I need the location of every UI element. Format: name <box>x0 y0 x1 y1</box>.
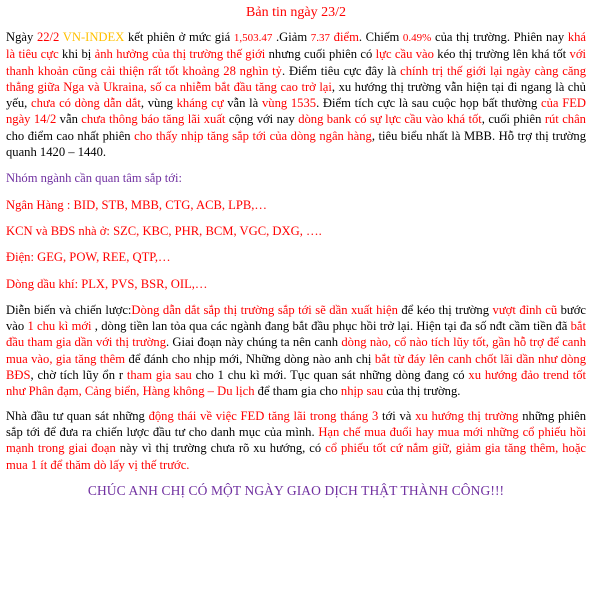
text-run: này vì thị trường chưa rõ xu hướng, có <box>115 441 326 456</box>
text-run: bắt đầu tham gia dần với thị trường <box>6 319 586 350</box>
text-run: 22/2 <box>36 30 60 44</box>
text-run: Nhà đầu tư quan sát những <box>6 408 149 423</box>
text-run: động thái về việc FED tăng lãi trong tháng 3 <box>148 408 379 423</box>
text-run: chưa thông báo tăng lãi xuất <box>81 112 226 127</box>
text-run: nhịp sau <box>340 384 384 399</box>
text-run: với thanh khoản cũng cải thiện rất tốt khoảng 28 nghìn tỷ <box>6 47 587 78</box>
text-run: 1 chu kì mới <box>27 319 92 334</box>
sector-item-industrial-real-estate <box>6 223 586 239</box>
text-run: , chờ tích lũy ổn r <box>30 368 127 383</box>
text-run: , tiêu biểu nhất là MBB. Hỗ trợ thị trường quanh 1420 – 1440. <box>6 128 586 160</box>
text-run: Hạn chế mua đuổi hay mua mới những cổ phiếu hồi mạnh trong giai đoạn <box>6 424 586 456</box>
text-run: Dòng dẫn dắt sắp thị trường sắp tới sẽ dần xuất hiện <box>131 302 398 317</box>
strategy-paragraph <box>6 302 586 400</box>
text-run: lực cầu vào <box>375 47 434 62</box>
page-title: Bản tin ngày 23/2 <box>246 5 346 20</box>
sector-tickers: : PLX, PVS, BSR, OIL,… <box>74 276 208 291</box>
sector-item-power <box>6 249 586 265</box>
text-run: vẫn là <box>223 96 262 111</box>
text-run: , cuối phiên <box>481 112 545 127</box>
text-run: để kéo thị trường <box>397 302 493 317</box>
sector-tickers: : BID, STB, MBB, CTG, ACB, LPB,… <box>63 197 268 212</box>
text-run: , xu hướng thị trường vẫn hiện tại đi ngang là chủ yếu, <box>6 79 586 111</box>
market-summary-paragraph <box>6 29 586 160</box>
text-run: , dòng tiền lan tỏa qua các ngành đang bắt đầu phục hồi trở lại. Hiện tại đa số nđt cầm tiền đã <box>91 319 571 334</box>
text-run: . Điểm tích cực là sau cuộc họp bất thường <box>316 96 542 111</box>
text-run: những phiên sắp tới để đưa ra chiến lược đầu tư cho danh mục của mình. <box>6 408 586 439</box>
text-run: tham gia sau <box>126 368 192 383</box>
closing-message: CHÚC ANH CHỊ CÓ MỘT NGÀY GIAO DỊCH THẬT THÀNH CÔNG!!! <box>87 482 505 498</box>
text-run: VN-INDEX <box>59 30 125 44</box>
sector-tickers: : GEG, POW, REE, QTP,… <box>30 250 171 265</box>
text-run: cổ phiếu tốt cứ nắm giữ, giảm gia tăng thêm, hoặc mua 1 ít để thăm dò lấy vị thế trước. <box>6 441 586 472</box>
text-run: rút chân <box>544 112 586 127</box>
text-run: Diễn biến và chiến lược: <box>6 302 132 317</box>
text-run: chính trị thế giới lại ngày càng căng thẳng giữa Nga và Ukraina, số ca nhiễm bắt đầu tăng cao trở lại <box>6 63 587 94</box>
sector-label: Điện <box>6 250 31 265</box>
text-run: để đánh cho nhịp mới, Những dòng nào anh chị <box>125 351 375 366</box>
text-run: xu hướng đảo trend tốt như Phân đạm, Cảng biển, Hàng không – Du lịch <box>6 368 587 399</box>
text-run: điểm <box>330 30 359 44</box>
text-run: .Giảm <box>272 30 311 44</box>
sector-tickers: : SZC, KBC, PHR, BCM, VGC, DXG, …. <box>106 223 322 238</box>
text-run: tới và <box>378 408 416 423</box>
text-run: . Điểm tiêu cực đây là <box>281 63 401 78</box>
text-run: của thị trường. <box>383 384 461 399</box>
text-run: kết phiên ở mức giá <box>124 30 234 44</box>
text-run: vùng 1535 <box>261 96 317 111</box>
text-run: của FED ngày 14/2 <box>6 96 587 127</box>
sector-label: Dòng dầu khí <box>6 276 75 291</box>
text-run: cho điểm cao nhất phiên <box>6 128 135 143</box>
text-run: bước vào <box>6 302 587 334</box>
text-run: 1,503.47 <box>233 32 273 44</box>
text-run: Ngày <box>6 30 37 44</box>
text-run: . Chiếm <box>358 30 403 44</box>
text-run: vẫn <box>56 112 82 127</box>
sector-label: KCN và BĐS nhà ở <box>6 223 107 238</box>
sector-item-oil-gas <box>6 276 586 292</box>
investor-advice-paragraph <box>6 408 586 473</box>
text-run: để tham gia cho <box>254 384 341 399</box>
text-run: cho thấy nhịp tăng sắp tới của dòng ngân hàng <box>134 128 372 143</box>
text-run: xu hướng thị trường <box>415 408 519 423</box>
text-run: dòng bank có sự lực cầu vào khá tốt <box>298 112 482 127</box>
sector-item-banking <box>6 197 586 213</box>
sector-list <box>6 197 586 292</box>
text-run: chưa có dòng dẫn dắt <box>31 96 141 111</box>
text-run: vượt đỉnh cũ <box>492 302 558 317</box>
text-run: cho 1 chu kì mới. Tục quan sát những dòng đang có <box>191 368 469 383</box>
text-run: nhưng cuối phiên có <box>265 47 376 62</box>
text-run: của thị trường. Phiên nay <box>431 30 568 44</box>
text-run: khi bị <box>58 47 95 62</box>
text-run: bắt từ đáy lên canh chốt lãi dần như dòng BĐS <box>6 351 586 383</box>
text-run: , vùng <box>140 96 177 111</box>
text-run: 7.37 <box>310 32 331 44</box>
text-run: dòng nào, cổ nào tích lũy tốt, gần hỗ trợ để canh mua vào, gia tăng thêm <box>6 335 586 366</box>
text-run: cộng với nay <box>225 112 299 127</box>
text-run: 0.49% <box>402 32 432 44</box>
text-run: kéo thị trường lên khá tốt <box>433 47 570 62</box>
text-run: kháng cự <box>176 96 224 111</box>
sector-label: Ngân Hàng <box>6 197 64 212</box>
section-heading: Nhóm ngành cần quan tâm sắp tới: <box>6 171 182 186</box>
text-run: khá là tiêu cực <box>6 30 586 62</box>
text-run: . Giai đoạn này chúng ta nên canh <box>166 335 342 350</box>
text-run: ảnh hưởng của thị trường thế giới <box>94 47 266 62</box>
